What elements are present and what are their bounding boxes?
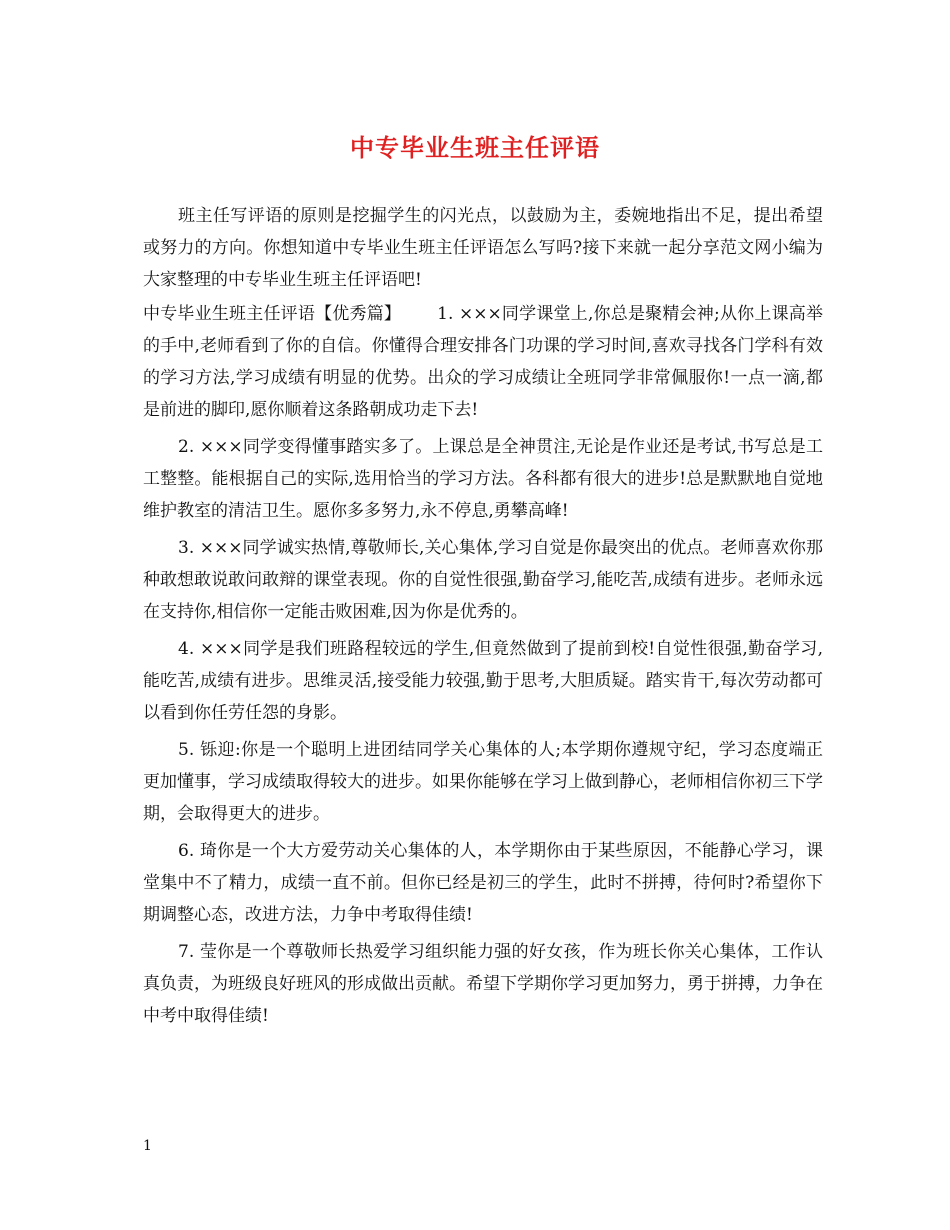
list-item: 2. ×××同学变得懂事踏实多了。上课总是全神贯注,无论是作业还是考试,书写总是工工整整。能根据自己的实际,选用恰当的学习方法。各科都有很大的进步!总是默默地自觉地维护教室的清洁卫生。愿你多多努力,永不停息,勇攀高峰! [143, 437, 823, 521]
document-body [143, 200, 823, 1037]
list-item: 5. 铄迎:你是一个聪明上进团结同学关心集体的人;本学期你遵规守纪，学习态度端正更加懂事，学习成绩取得较大的进步。如果你能够在学习上做到静心，老师相信你初三下学期，会取得更大的进步。 [143, 740, 823, 824]
first-item-paragraph [143, 298, 823, 426]
document-title: 中专毕业生班主任评语 [350, 133, 600, 162]
list-item: 1. ×××同学课堂上,你总是聚精会神;从你上课高举的手中,老师看到了你的自信。你懂得合理安排各门功课的学习时间,喜欢寻找各门学科有效的学习方法,学习成绩有明显的优势。出众的学习成绩让全班同学非常佩服你!一点一滴,都是前进的脚印,愿你顺着这条路朝成功走下去! [143, 304, 823, 420]
list-item: 7. 莹你是一个尊敬师长热爱学习组织能力强的好女孩，作为班长你关心集体，工作认真负责，为班级良好班风的形成做出贡献。希望下学期你学习更加努力，勇于拼搏，力争在中考中取得佳绩! [143, 942, 823, 1026]
page-number: 1 [143, 1138, 152, 1154]
section-heading: 中专毕业生班主任评语【优秀篇】 [143, 304, 402, 324]
list-item: 6. 琦你是一个大方爱劳动关心集体的人，本学期你由于某些原因，不能静心学习，课堂集中不了精力，成绩一直不前。但你已经是初三的学生，此时不拼搏，待何时?希望你下期调整心态，改进方法，力争中考取得佳绩! [143, 841, 823, 925]
intro-paragraph: 班主任写评语的原则是挖掘学生的闪光点，以鼓励为主，委婉地指出不足，提出希望或努力的方向。你想知道中专毕业生班主任评语怎么写吗?接下来就一起分享范文网小编为大家整理的中专毕业生班主任评语吧! [143, 206, 823, 290]
list-item: 4. ×××同学是我们班路程较远的学生,但竟然做到了提前到校!自觉性很强,勤奋学习,能吃苦,成绩有进步。思维灵活,接受能力较强,勤于思考,大胆质疑。踏实肯干,每次劳动都可以看到你任劳任怨的身影。 [143, 639, 823, 723]
list-item: 3. ×××同学诚实热情,尊敬师长,关心集体,学习自觉是你最突出的优点。老师喜欢你那种敢想敢说敢问敢辩的课堂表现。你的自觉性很强,勤奋学习,能吃苦,成绩有进步。老师永远在支持你,相信你一定能击败困难,因为你是优秀的。 [143, 538, 823, 622]
